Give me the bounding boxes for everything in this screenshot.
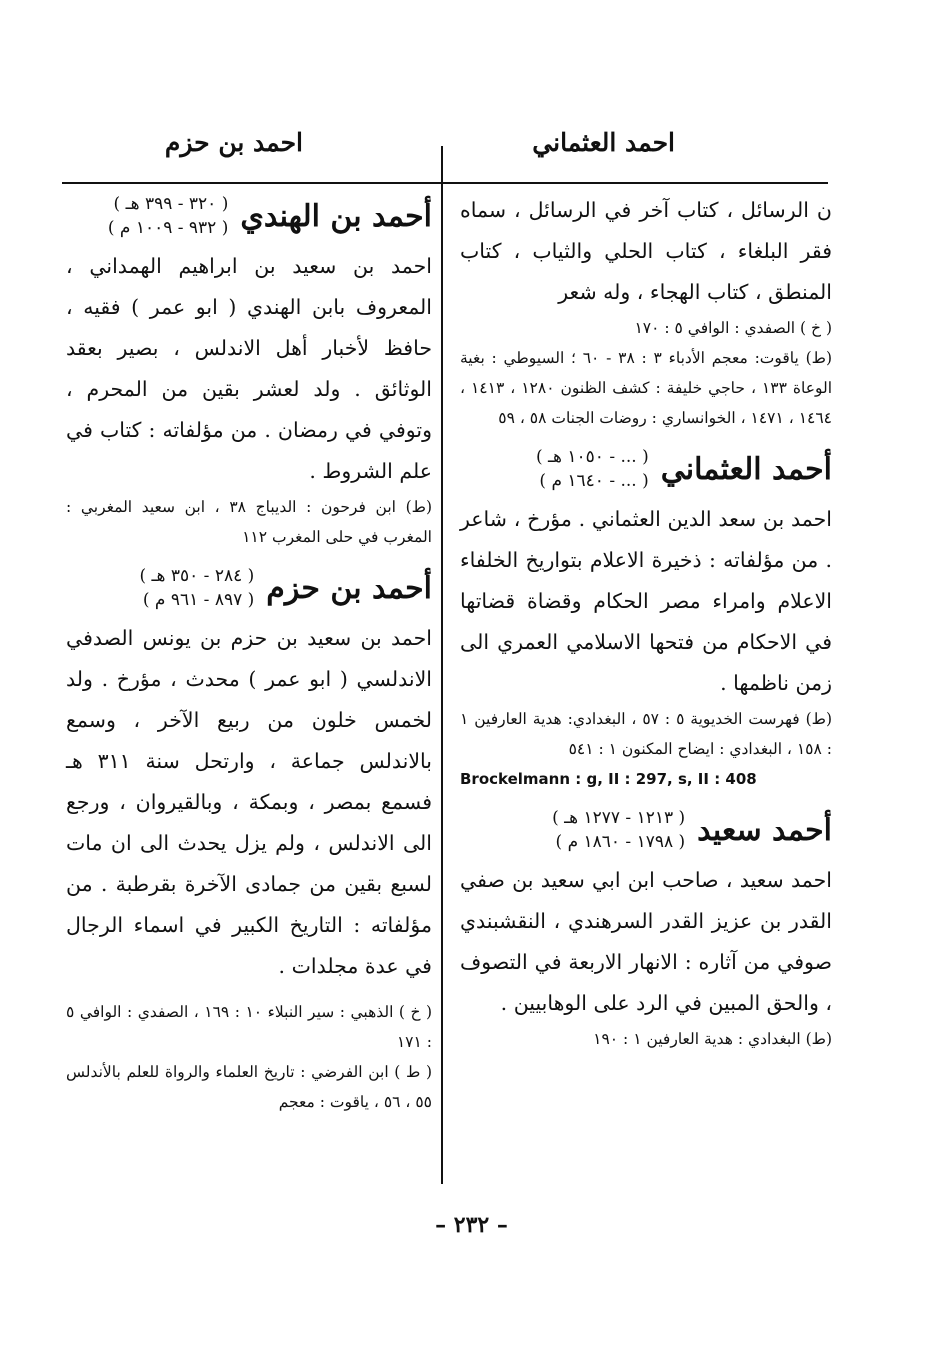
entry-heading <box>460 806 832 854</box>
reference-line: (ط) فهرست الخديوية ٥ : ٥٧ ، البغدادي: هدية العارفين ١ : ١٥٨ ، البغدادي : ايضاح المكنون ١ : ٥٤١ <box>460 710 833 758</box>
page-number: – ٢٣٢ – <box>435 1212 508 1238</box>
header-rule <box>62 182 828 184</box>
entry-name: أحمد العثماني <box>660 451 832 487</box>
entry-dates <box>139 564 254 612</box>
reference-latin: Brockelmann : g, II : 297, s, II : 408 <box>460 770 757 788</box>
running-head-right: احمد العثماني <box>532 128 675 157</box>
dates-gregorian: ( ... - ١٦٤٠ م ) <box>539 471 649 491</box>
entry-dates <box>552 806 685 854</box>
reference-line: (ط) ياقوت: معجم الأدباء ٣ : ٣٨ - ٦٠ ؛ السيوطي : بغية الوعاة ١٣٣ ، حاجي خليفة : كشف الظنون ١٢٨٠ ، ١٤١٣ ، ١٤٦٤ ، ١٤٧١ ، الخوانساري : روضات الجنات ٥٨ ، ٥٩ <box>460 349 833 427</box>
entry-name: أحمد بن حزم <box>266 570 432 606</box>
reference-line: ( خ ) الذهبي : سير النبلاء ١٠ : ١٦٩ ، الصفدي : الوافي ٥ : ١٧١ <box>66 1003 432 1051</box>
entry-heading <box>460 445 832 493</box>
left-column <box>66 190 432 1117</box>
entry-heading <box>66 564 432 612</box>
entry-text: احمد بن سعيد بن ابراهيم الهمداني ، المعروف بابن الهندي ( ابو عمر ) فقيه ، حافظ لأخبار أهل الاندلس ، بصير بعقد الوثائق . ولد لعشر بقين من المحرم ، وتوفي في رمضان . من مؤلفاته : كتاب في علم الشروط . <box>66 254 432 483</box>
running-head-left: احمد بن حزم <box>164 128 303 157</box>
right-column <box>460 190 832 1054</box>
dates-gregorian: ( ٩٣٢ - ١٠٠٩ م ) <box>107 218 229 238</box>
dates-gregorian: ( ١٧٩٨ - ١٨٦٠ م ) <box>555 832 686 852</box>
continued-text: ن الرسائل ، كتاب آخر في الرسائل ، سماه فقر البلغاء ، كتاب الحلي والثياب ، كتاب المنطق ، كتاب الهجاء ، وله شعر <box>460 198 832 304</box>
dates-hijri: ( ٢٨٤ - ٣٥٠ هـ ) <box>139 566 255 586</box>
entry-dates <box>108 192 229 240</box>
dates-gregorian: ( ٨٩٧ - ٩٦١ م ) <box>142 590 255 610</box>
entry-dates <box>536 445 649 493</box>
entry-text: احمد سعيد ، صاحب ابن ابي سعيد بن صفي القدر بن عزيز القدر السرهندي ، النقشبندي صوفي من آثاره : الانهار الاربعة في التصوف ، والحق المبين في الرد على الوهابيين . <box>460 868 832 1015</box>
entry-heading <box>66 192 432 240</box>
entry-name: أحمد سعيد <box>697 812 832 848</box>
entry-text: احمد بن سعيد بن حزم بن يونس الصدفي الاندلسي ( ابو عمر ) محدث ، مؤرخ . ولد لخمس خلون من ربيع الآخر ، وسمع بالاندلس جماعة ، وارتحل سنة ٣١١ هـ فسمع بمصر ، وبمكة ، وبالقيروان ، ورجع الى الاندلس ، ولم يزل يحدث الى ان مات لسبع بقين من جمادى الآخرة بقرطبة . من مؤلفاته : التاريخ الكبير في اسماء الرجال في عدة مجلدات . <box>66 626 432 978</box>
dates-hijri: ( ١٢١٣ - ١٢٧٧ هـ ) <box>552 808 686 828</box>
reference-line: (ط) ابن فرحون : الديباج ٣٨ ، ابن سعيد المغربي : المغرب في حلى المغرب ١١٢ <box>66 498 432 546</box>
reference-line: ( ط ) ابن الفرضي : تاريخ العلماء والرواة للعلم بالأندلس ٥٥ ، ٥٦ ، ياقوت : معجم <box>66 1063 432 1111</box>
reference-line: (ط) البغدادي : هدية العارفين ١ : ١٩٠ <box>593 1030 832 1048</box>
dates-hijri: ( ... - ١٠٥٠ هـ ) <box>536 447 649 467</box>
entry-name: أحمد بن الهندي <box>240 198 432 234</box>
entry-text: احمد بن سعد الدين العثماني . مؤرخ ، شاعر . من مؤلفاته : ذخيرة الاعلام بتواريخ الخلفاء الاعلام وامراء مصر الحكام وقضاة قضاتها في الاحكام من فتحها الاسلامي العمري الى زمن ناظمها . <box>460 507 832 695</box>
reference-line: ( خ ) الصفدي : الوافي ٥ : ١٧٠ <box>634 319 832 337</box>
dates-hijri: ( ٣٢٠ - ٣٩٩ هـ ) <box>113 194 229 214</box>
column-divider <box>441 146 443 1184</box>
